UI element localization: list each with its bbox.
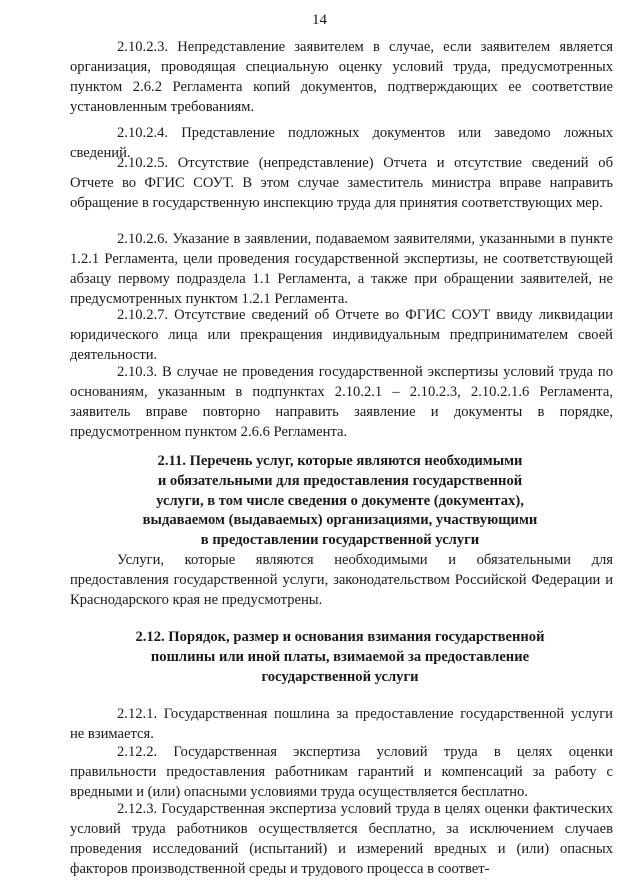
heading-line: в предоставлении государственной услуги [200, 532, 480, 549]
paragraph-2-12-2: 2.12.2. Государственная экспертиза условий труда в целях оценки правильности предоставления работникам гарантий и компенсаций за работу с вредными и (или) опасными условиями труда осуществляется бесплатно. [70, 744, 613, 800]
page-number: 14 [312, 12, 327, 28]
heading-line: пошлины или иной платы, взимаемой за предоставление [150, 648, 530, 665]
paragraph-2-10-2-5: 2.10.2.5. Отсутствие (непредставление) Отчета и отсутствие сведений об Отчете во ФГИС СОУТ. В этом случае заместитель министра вправе направить обращение в государственную инспекцию труда для принятия соответствующих мер. [70, 155, 613, 211]
paragraph-2-10-2-6: 2.10.2.6. Указание в заявлении, подаваемом заявителями, указанными в пункте 1.2.1 Регламента, цели проведения государственной экспертизы, не соответствующей абзацу первому подраздела 1.1 Регламента, а также при обращении заявителей, не предусмотренных пунктом 1.2.1 Регламента. [70, 231, 613, 307]
paragraph-2-12-3: 2.12.3. Государственная экспертиза условий труда в целях оценки фактических условий труда работников осуществляется бесплатно, за исключением случаев проведения исследований (испытаний) и измерений вредных и (или) опасных факторов производственной среды и трудового процесса в соответ- [70, 801, 613, 877]
paragraph-2-11: Услуги, которые являются необходимыми и обязательными для предоставления государственной услуги, законодательством Российской Федерации и Краснодарского края не предусмотрены. [70, 552, 613, 608]
heading-line: государственной услуги [261, 668, 419, 685]
paragraph-2-12-1: 2.12.1. Государственная пошлина за предоставление государственной услуги не взимается. [70, 706, 613, 742]
heading-line: услуги, в том числе сведения о документе (документах), [156, 492, 524, 509]
section-heading-2-11 [100, 452, 580, 551]
paragraph-2-10-2-3: 2.10.2.3. Непредставление заявителем в случае, если заявителем является организация, проводящая специальную оценку условий труда, предусмотренных пунктом 2.6.2 Регламента копий документов, подтверждающих ее соответствие установленным требованиям. [70, 39, 613, 115]
heading-line: 2.11. Перечень услуг, которые являются необходимыми [157, 453, 523, 469]
heading-line: выдаваемом (выдаваемых) организациями, участвующими [142, 512, 538, 529]
paragraph-2-10-2-4: 2.10.2.4. Представление подложных документов или заведомо ложных сведений. [70, 125, 613, 161]
paragraph-2-10-3: 2.10.3. В случае не проведения государственной экспертизы условий труда по основаниям, указанным в подпунктах 2.10.2.1 – 2.10.2.3, 2.10.2.1.6 Регламента, заявитель вправе повторно направить заявление и документы в порядке, предусмотренном пунктом 2.6.6 Регламента. [70, 364, 613, 440]
paragraph-2-10-2-7: 2.10.2.7. Отсутствие сведений об Отчете во ФГИС СОУТ ввиду ликвидации юридического лица или прекращения индивидуальным предпринимателем своей деятельности. [70, 307, 613, 363]
section-heading-2-12 [100, 628, 580, 687]
heading-line: 2.12. Порядок, размер и основания взимания государственной [135, 629, 545, 645]
heading-line: и обязательными для предоставления государственной [157, 472, 523, 489]
